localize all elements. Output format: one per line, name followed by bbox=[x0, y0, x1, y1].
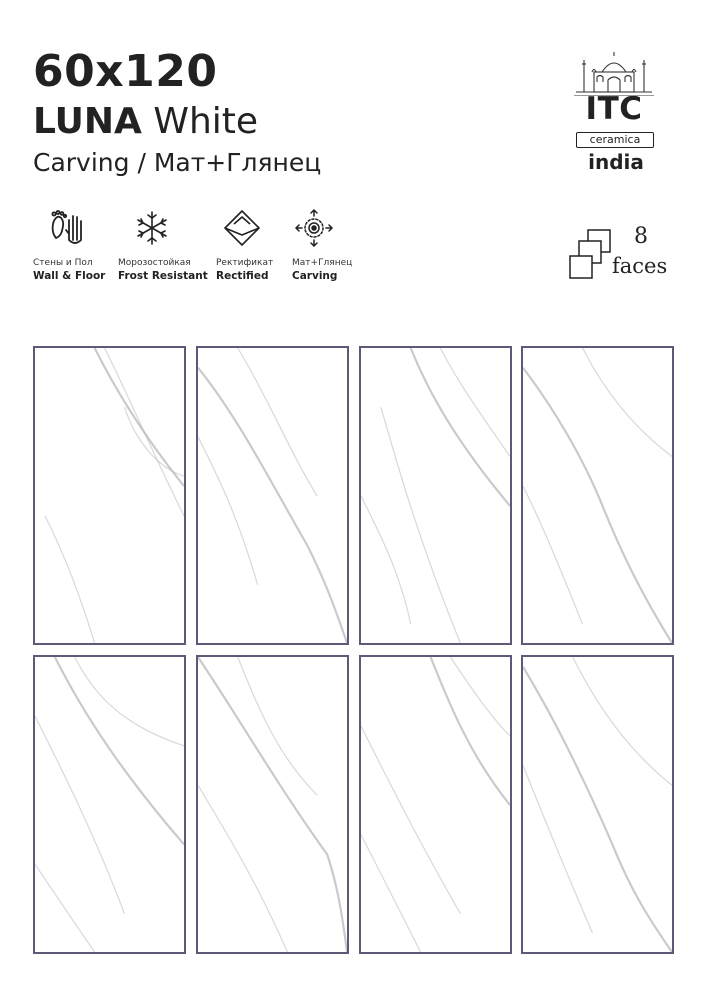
vein-line bbox=[573, 657, 672, 785]
vein-line bbox=[55, 657, 184, 844]
feature-en-label: Wall & Floor bbox=[33, 270, 106, 282]
tile-face-1 bbox=[33, 346, 186, 645]
vein-line bbox=[105, 348, 184, 516]
vein-line bbox=[35, 864, 95, 952]
tile-face-4 bbox=[521, 346, 674, 645]
vein-line bbox=[361, 835, 421, 952]
vein-line bbox=[198, 437, 258, 585]
product-name bbox=[33, 101, 259, 142]
feature-ru-label: Мат+Глянец bbox=[292, 258, 353, 268]
marble-veining bbox=[523, 657, 672, 952]
feature-en-label: Carving bbox=[292, 270, 338, 282]
vein-line bbox=[523, 667, 672, 952]
feature-ru-label: Стены и Пол bbox=[33, 258, 93, 268]
marble-veining bbox=[35, 657, 184, 952]
brand-name: ITC bbox=[585, 91, 643, 127]
vein-line bbox=[411, 348, 510, 506]
vein-line bbox=[523, 766, 593, 934]
tile-face-7 bbox=[359, 655, 512, 954]
vein-line bbox=[361, 496, 411, 624]
vein-line bbox=[75, 657, 184, 746]
feature-ru-label: Морозостойкая bbox=[118, 258, 191, 268]
hand-foot-icon bbox=[47, 208, 87, 248]
vein-line bbox=[381, 407, 460, 643]
vein-line bbox=[440, 348, 510, 457]
faces-count: 8 bbox=[634, 224, 648, 249]
brand-sub: ceramica bbox=[576, 132, 654, 148]
size-title: 60x120 bbox=[33, 46, 218, 97]
finish-label: Carving / Мат+Глянец bbox=[33, 148, 322, 177]
marble-veining bbox=[361, 348, 510, 643]
faces-label: faces bbox=[612, 254, 668, 278]
vein-line bbox=[523, 368, 672, 643]
tile-face-8 bbox=[521, 655, 674, 954]
vein-line bbox=[238, 657, 317, 795]
feature-ru-label: Ректификат bbox=[216, 258, 274, 268]
tile-face-3 bbox=[359, 346, 512, 645]
brand-logo bbox=[572, 52, 656, 180]
vein-line bbox=[431, 657, 510, 805]
vein-line bbox=[583, 348, 672, 457]
vein-line bbox=[45, 516, 95, 643]
marble-veining bbox=[523, 348, 672, 643]
feature-en-label: Frost Resistant bbox=[118, 270, 208, 282]
taj-mahal-icon bbox=[572, 52, 656, 96]
marble-veining bbox=[198, 657, 347, 952]
vein-line bbox=[238, 348, 317, 496]
color-name: White bbox=[153, 101, 259, 142]
vein-line bbox=[361, 726, 460, 913]
faces-badge bbox=[568, 226, 678, 286]
vein-line bbox=[523, 486, 583, 624]
vein-line bbox=[198, 657, 347, 952]
tile-face-2 bbox=[196, 346, 349, 645]
tile-face-5 bbox=[33, 655, 186, 954]
snowflake-icon bbox=[132, 208, 172, 248]
vein-line bbox=[198, 368, 347, 643]
feature-en-label: Rectified bbox=[216, 270, 269, 282]
vein-line bbox=[95, 348, 184, 486]
collection-name: LUNA bbox=[33, 101, 142, 142]
tile-face-6 bbox=[196, 655, 349, 954]
rectified-diamond-icon bbox=[222, 208, 262, 248]
brand-country: india bbox=[588, 150, 644, 174]
marble-veining bbox=[35, 348, 184, 643]
marble-veining bbox=[198, 348, 347, 643]
stacked-squares-icon bbox=[568, 228, 614, 282]
carving-target-icon bbox=[294, 208, 334, 248]
vein-line bbox=[198, 785, 287, 952]
marble-veining bbox=[361, 657, 510, 952]
